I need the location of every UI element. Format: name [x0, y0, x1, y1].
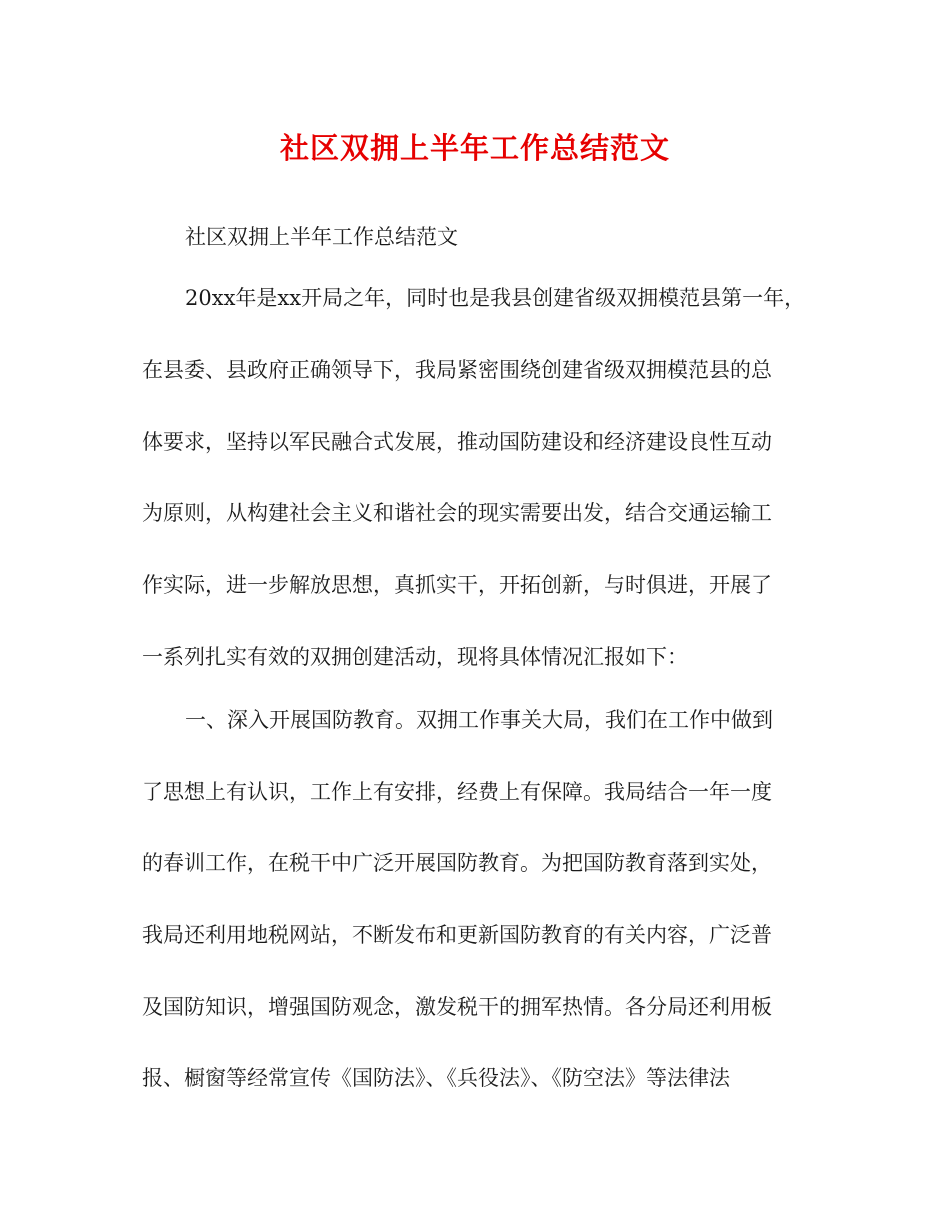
paragraph-line: 报、橱窗等经常宣传《国防法》、《兵役法》、《防空法》等法律法 [142, 1066, 730, 1090]
document-title: 社区双拥上半年工作总结范文 [279, 131, 670, 165]
paragraph-line: 社区双拥上半年工作总结范文 [185, 225, 458, 249]
paragraph-line: 一、深入开展国防教育。双拥工作事关大局，我们在工作中做到 [185, 708, 773, 732]
paragraph-line: 在县委、县政府正确领导下，我局紧密围绕创建省级双拥模范县的总 [142, 358, 772, 382]
paragraph-line: 及国防知识，增强国防观念，激发税干的拥军热情。各分局还利用板 [142, 995, 772, 1019]
paragraph-line: 了思想上有认识，工作上有安排，经费上有保障。我局结合一年一度 [142, 780, 772, 804]
paragraph-line: 为原则，从构建社会主义和谐社会的现实需要出发，结合交通运输工 [142, 501, 772, 525]
paragraph-line: 20xx年是xx开局之年，同时也是我县创建省级双拥模范县第一年， [185, 286, 806, 310]
paragraph-line: 一系列扎实有效的双拥创建活动，现将具体情况汇报如下： [142, 645, 688, 669]
paragraph-line: 的春训工作，在税干中广泛开展国防教育。为把国防教育落到实处， [142, 851, 772, 875]
paragraph-line: 作实际，进一步解放思想，真抓实干，开拓创新，与时俱进，开展了 [142, 573, 772, 597]
paragraph-line: 体要求，坚持以军民融合式发展，推动国防建设和经济建设良性互动 [142, 430, 772, 454]
paragraph-line: 我局还利用地税网站，不断发布和更新国防教育的有关内容，广泛普 [142, 923, 772, 947]
